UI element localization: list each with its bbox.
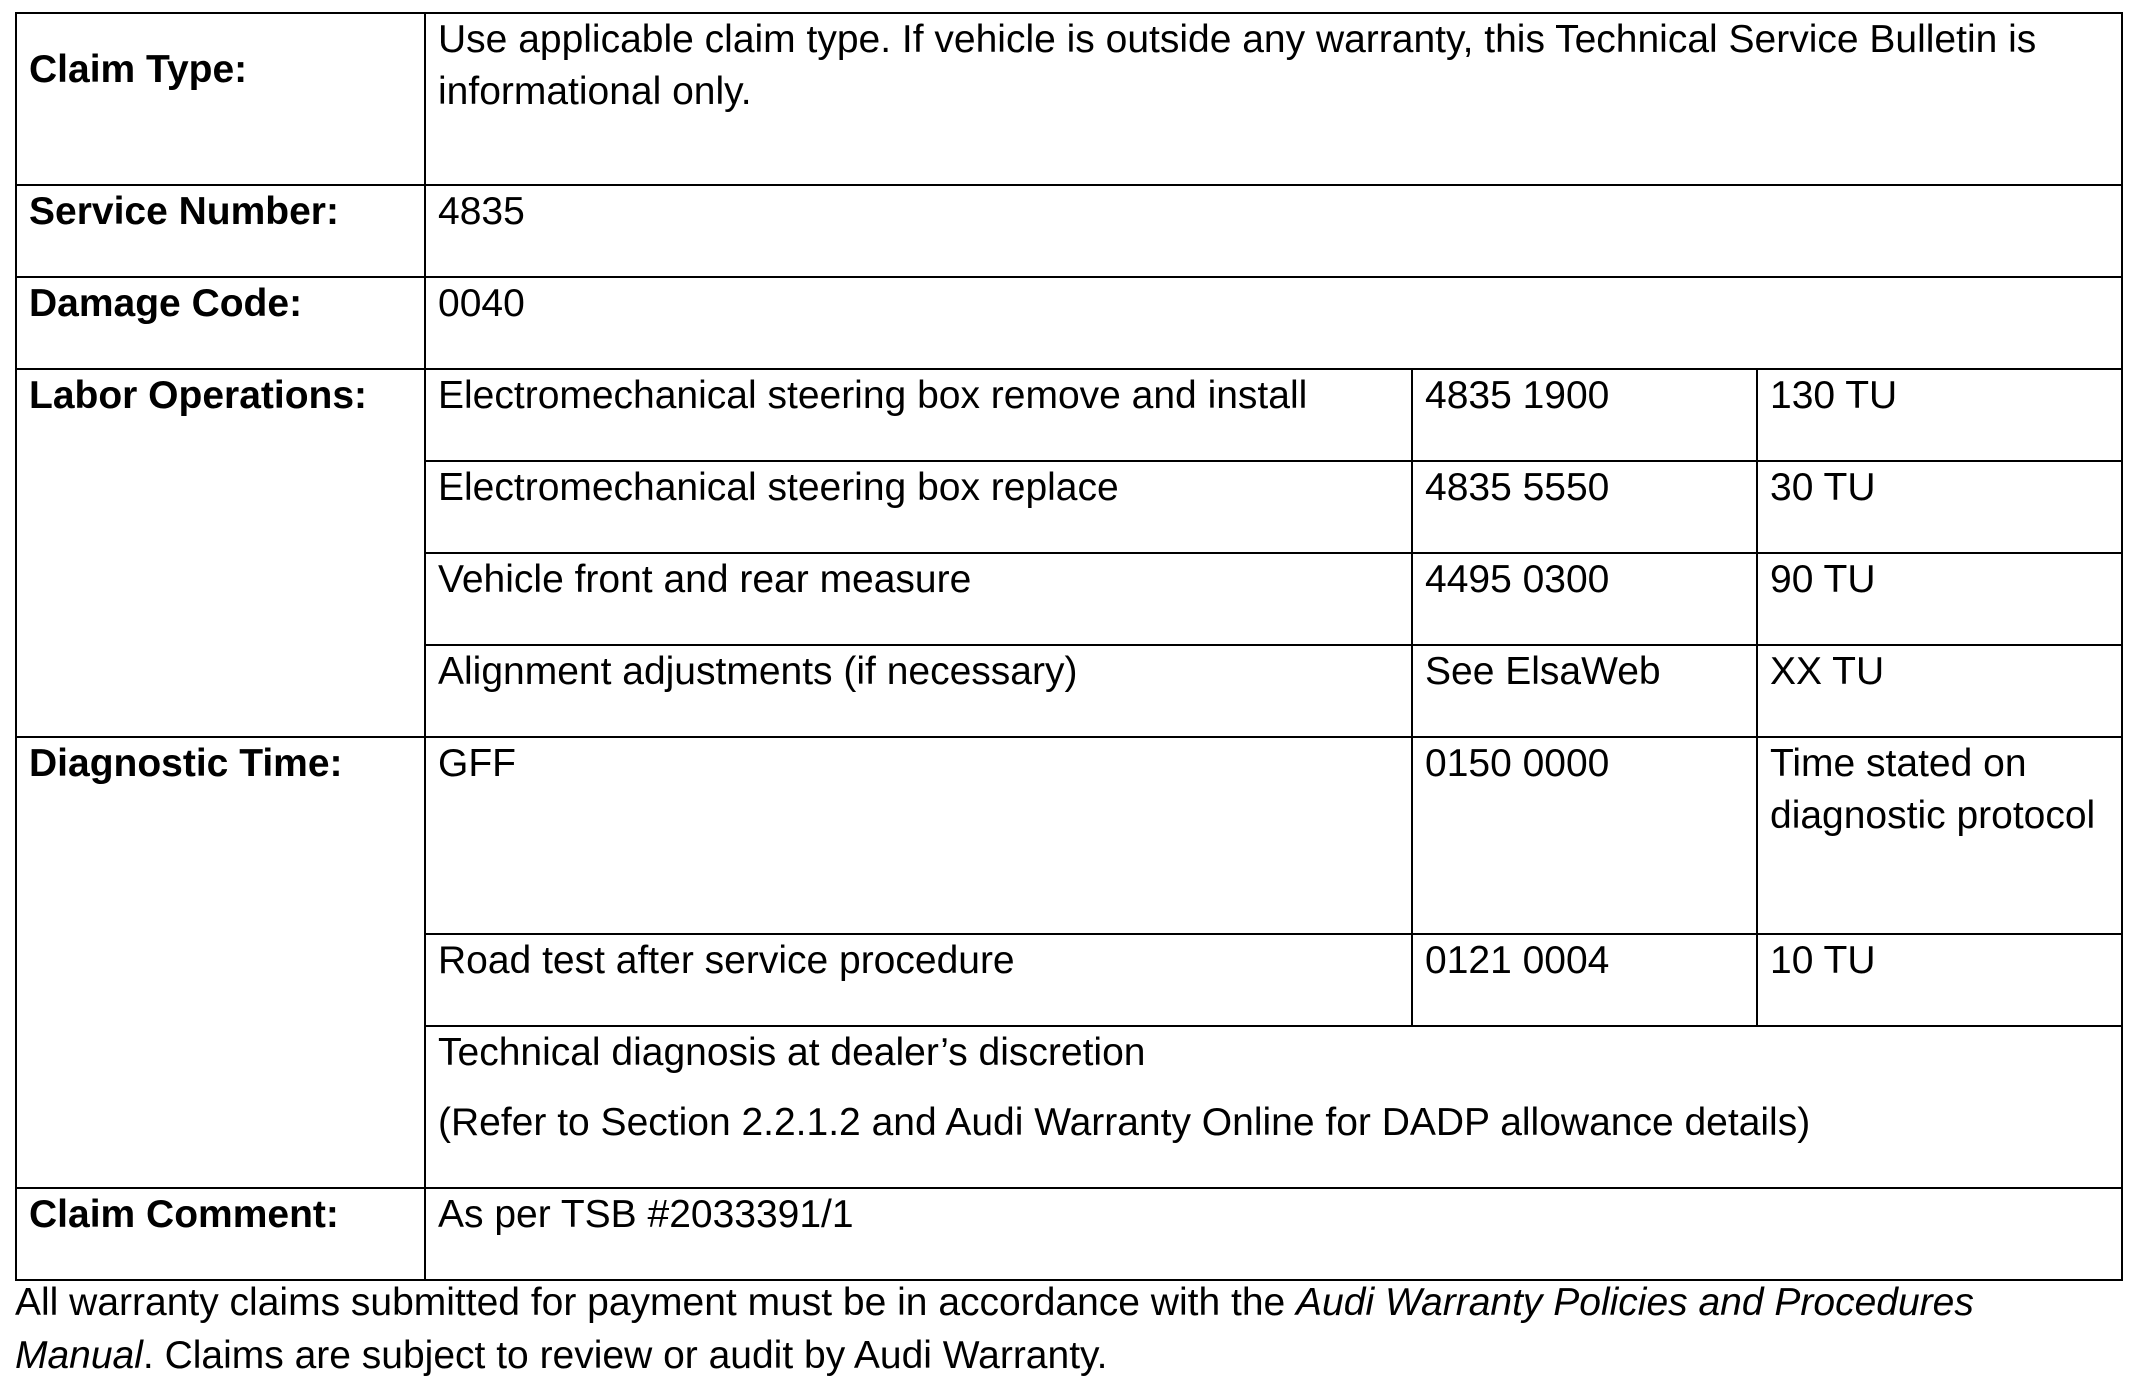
diagnostic-note-line2: (Refer to Section 2.2.1.2 and Audi Warranty Online for DADP allowance details): [438, 1101, 1811, 1144]
labor-operation-description: Vehicle front and rear measure: [425, 553, 1412, 645]
diagnostic-code: 0121 0004: [1412, 934, 1757, 1026]
diagnostic-note-line1: Technical diagnosis at dealer’s discretion: [438, 1031, 1146, 1074]
footer-note: [15, 1276, 2121, 1382]
claim-type-value: Use applicable claim type. If vehicle is outside any warranty, this Technical Service Bulletin is informational only.: [425, 13, 2122, 185]
claim-comment-label: Claim Comment:: [16, 1188, 425, 1280]
service-number-label: Service Number:: [16, 185, 425, 277]
claim-comment-value: As per TSB #2033391/1: [425, 1188, 2122, 1280]
diagnostic-time-row: [16, 737, 2122, 934]
labor-operation-code: See ElsaWeb: [1412, 645, 1757, 737]
diagnostic-time-value: Time stated on diagnostic protocol: [1757, 737, 2122, 934]
labor-operation-description: Electromechanical steering box replace: [425, 461, 1412, 553]
warranty-claim-table: [15, 12, 2123, 1281]
labor-operation-time: 90 TU: [1757, 553, 2122, 645]
labor-operation-time: XX TU: [1757, 645, 2122, 737]
labor-operation-description: Alignment adjustments (if necessary): [425, 645, 1412, 737]
labor-operation-description: Electromechanical steering box remove and install: [425, 369, 1412, 461]
labor-operation-row: [16, 369, 2122, 461]
footer-text-after: . Claims are subject to review or audit by Audi Warranty.: [142, 1334, 1108, 1377]
diagnostic-note: [425, 1026, 2122, 1188]
claim-type-label: Claim Type:: [16, 13, 425, 185]
labor-operation-time: 130 TU: [1757, 369, 2122, 461]
labor-operation-code: 4835 5550: [1412, 461, 1757, 553]
service-number-row: [16, 185, 2122, 277]
labor-operation-time: 30 TU: [1757, 461, 2122, 553]
diagnostic-time-value: 10 TU: [1757, 934, 2122, 1026]
footer-text-before: All warranty claims submitted for payment must be in accordance with the: [15, 1281, 1297, 1324]
diagnostic-code: 0150 0000: [1412, 737, 1757, 934]
labor-operation-code: 4495 0300: [1412, 553, 1757, 645]
diagnostic-description: Road test after service procedure: [425, 934, 1412, 1026]
labor-operation-code: 4835 1900: [1412, 369, 1757, 461]
damage-code-row: [16, 277, 2122, 369]
labor-operations-label: Labor Operations:: [16, 369, 425, 737]
diagnostic-description: GFF: [425, 737, 1412, 934]
claim-comment-row: [16, 1188, 2122, 1280]
warranty-manual-title: Audi Warranty Policies and Procedures Manual: [15, 1281, 1974, 1377]
claim-type-row: [16, 13, 2122, 185]
diagnostic-time-label: Diagnostic Time:: [16, 737, 425, 1188]
damage-code-label: Damage Code:: [16, 277, 425, 369]
damage-code-value: 0040: [425, 277, 2122, 369]
service-number-value: 4835: [425, 185, 2122, 277]
